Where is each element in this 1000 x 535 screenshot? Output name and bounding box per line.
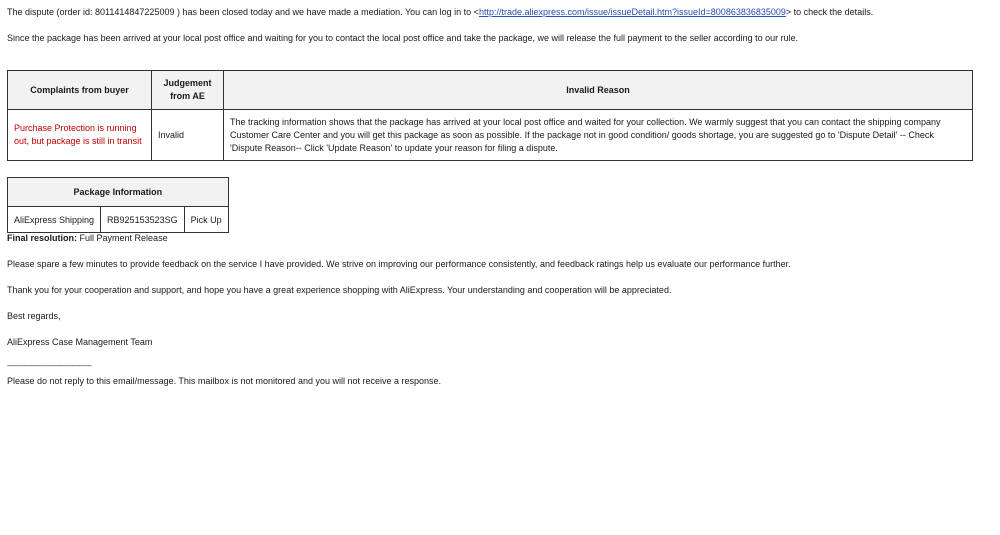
package-table-header-row <box>8 178 229 207</box>
header-judgement: Judgement from AE <box>152 71 224 110</box>
intro-line-1 <box>7 6 873 18</box>
package-status-cell: Pick Up <box>184 207 228 233</box>
final-resolution-value: Full Payment Release <box>79 233 168 243</box>
package-info-header: Package Information <box>8 178 229 207</box>
intro-line-2: Since the package has been arrived at your local post office and waiting for you to contact the local post office and take the package, we will release the full payment to the seller according to our rule. <box>7 33 799 43</box>
final-resolution-label: Final resolution: <box>7 233 78 243</box>
separator-line: ---------------------------------------------- <box>7 363 92 370</box>
header-invalid-reason: Invalid Reason <box>224 71 973 110</box>
final-resolution <box>7 232 168 244</box>
no-reply-notice: Please do not reply to this email/message. This mailbox is not monitored and you will not receive a response. <box>7 376 442 386</box>
team-signature: AliExpress Case Management Team <box>7 337 153 347</box>
header-complaints: Complaints from buyer <box>8 71 152 110</box>
dispute-table <box>7 70 973 161</box>
complaint-cell: Purchase Protection is running out, but package is still in transit <box>8 110 152 161</box>
dispute-table-header-row <box>8 71 973 110</box>
tracking-number-cell: RB925153523SG <box>101 207 185 233</box>
intro-line-1-end: > to check the details. <box>785 7 874 17</box>
feedback-paragraph: Please spare a few minutes to provide feedback on the service I have provided. We strive on improving our performance consistently, and feedback ratings help us evaluate our performance further. <box>7 259 791 269</box>
issue-detail-link[interactable]: http://trade.aliexpress.com/issue/issueDetail.htm?issueId=800863836835009 <box>478 7 786 17</box>
package-table-row <box>8 207 229 233</box>
regards-line: Best regards, <box>7 311 61 321</box>
judgement-cell: Invalid <box>152 110 224 161</box>
thanks-paragraph: Thank you for your cooperation and support, and hope you have a great experience shopping with AliExpress. Your understanding and cooperation will be appreciated. <box>7 285 672 295</box>
dispute-table-row <box>8 110 973 161</box>
package-table <box>7 177 229 233</box>
reason-cell: The tracking information shows that the package has arrived at your local post office and waited for your collection. We warmly suggest that you can contact the shipping company Customer Care Center and you will get this package as soon as possible. If the package not in good condition/ goods shortage, you are suggested go to 'Dispute Detail' -- Check 'Dispute Reason-- Click 'Update Reason' to update your reason for filing a dispute. <box>224 110 973 161</box>
intro-line-1-start: The dispute (order id: 8011414847225009 ) has been closed today and we have made a mediation. You can log in to < <box>7 7 479 17</box>
carrier-cell: AliExpress Shipping <box>8 207 101 233</box>
